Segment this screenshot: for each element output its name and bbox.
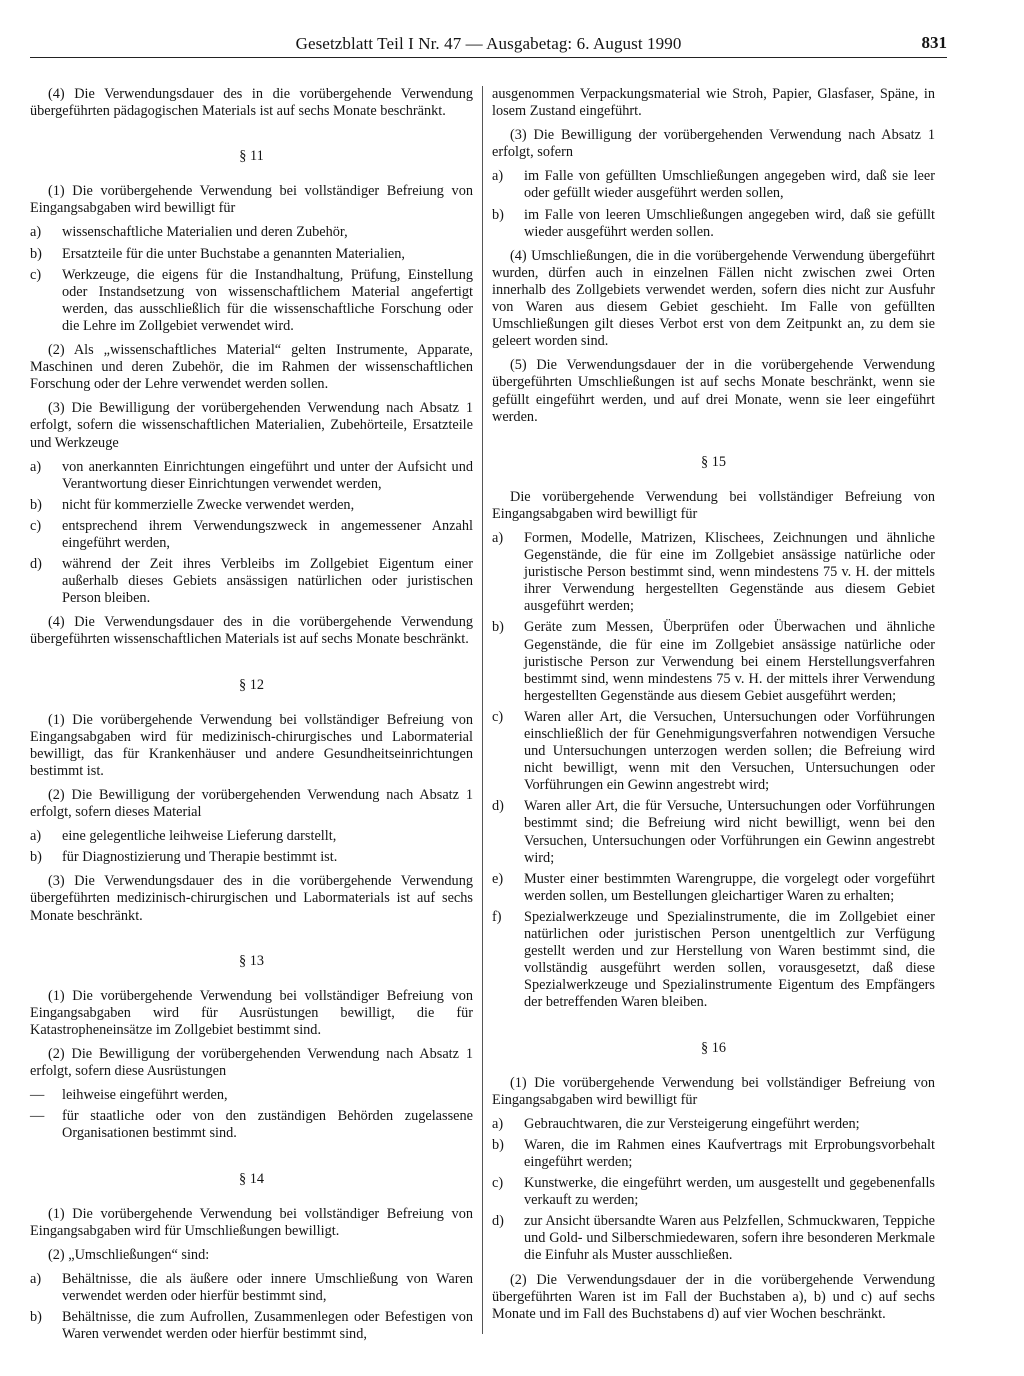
list-item <box>492 1137 935 1171</box>
item-label: f) <box>492 908 502 925</box>
list-s15 <box>492 530 935 1012</box>
list-s16 <box>492 1116 935 1265</box>
list-item <box>30 1087 473 1104</box>
item-label: b) <box>492 619 504 636</box>
item-label: b) <box>30 496 42 513</box>
list-s14-3 <box>492 168 935 240</box>
list-item <box>30 828 473 845</box>
page-number: 831 <box>921 33 947 52</box>
paragraph-s11-2: (2) Als „wissenschaftliches Material“ gelten Instrumente, Apparate, Maschinen und deren Zubehör, die im Rahmen der wissenschaftlichen Forschung oder der Lehre verwendet werden sollen. <box>30 342 473 393</box>
item-label: — <box>30 1087 45 1104</box>
item-text: Gebrauchtwaren, die zur Versteigerung eingeführt werden; <box>524 1115 860 1132</box>
item-label: a) <box>30 458 42 475</box>
paragraph-s15-1: Die vorübergehende Verwendung bei vollständiger Befreiung von Eingangsabgaben wird bewilligt für <box>492 488 935 522</box>
paragraph-s12-1: (1) Die vorübergehende Verwendung bei vollständiger Befreiung von Eingangsabgaben wird für medizinisch-chirurgisches und Labormaterial bewilligt, das für Krankenhäuser und andere Gesundheitseinrichtungen bestimmt ist. <box>30 711 473 779</box>
item-label: a) <box>492 1115 504 1132</box>
item-label: b) <box>492 206 504 223</box>
item-text: Ersatzteile für die unter Buchstabe a genannten Materialien, <box>62 245 405 262</box>
item-label: d) <box>492 798 504 815</box>
section-heading-s16: § 16 <box>700 1039 727 1056</box>
list-item <box>30 518 473 552</box>
item-label: a) <box>30 224 42 241</box>
item-text: im Falle von gefüllten Umschließungen angegeben wird, daß sie leer oder gefüllt wieder ausgeführt werden sollen, <box>524 168 935 202</box>
list-item <box>30 1271 473 1305</box>
section-heading-s15: § 15 <box>700 453 727 470</box>
paragraph-s13-2: (2) Die Bewilligung der vorübergehenden Verwendung nach Absatz 1 erfolgt, sofern diese Ausrüstungen <box>30 1046 473 1080</box>
column-divider <box>482 86 483 1334</box>
list-item <box>30 246 473 263</box>
paragraph-s16-1: (1) Die vorübergehende Verwendung bei vollständiger Befreiung von Eingangsabgaben wird bewilligt für <box>492 1074 935 1108</box>
list-item <box>492 1116 935 1133</box>
paragraph-s10-4: (4) Die Verwendungsdauer des in die vorübergehende Verwendung übergeführten pädagogischen Materials ist auf sechs Monate beschränkt. <box>30 86 473 120</box>
list-item <box>30 1108 473 1142</box>
item-label: c) <box>492 1175 504 1192</box>
paragraph-s12-2: (2) Die Bewilligung der vorübergehenden Verwendung nach Absatz 1 erfolgt, sofern dieses Material <box>30 787 473 821</box>
list-item <box>492 619 935 704</box>
item-text: eine gelegentliche leihweise Lieferung darstellt, <box>62 828 337 845</box>
item-label: a) <box>492 529 504 546</box>
paragraph-s14-3: (3) Die Bewilligung der vorübergehenden Verwendung nach Absatz 1 erfolgt, sofern <box>492 127 935 161</box>
item-label: b) <box>492 1136 504 1153</box>
page-header <box>30 30 947 58</box>
item-label: d) <box>30 556 42 573</box>
list-item <box>30 1309 473 1343</box>
list-item <box>492 909 935 1012</box>
list-item <box>30 267 473 335</box>
list-s13-2 <box>30 1087 473 1142</box>
item-text: nicht für kommerzielle Zwecke verwendet werden, <box>62 496 355 513</box>
paragraph-s14-2: (2) „Umschließungen“ sind: <box>48 1246 210 1263</box>
item-label: a) <box>492 168 504 185</box>
list-item <box>492 1175 935 1209</box>
item-text: entsprechend ihrem Verwendungszweck in angemessener Anzahl eingeführt werden, <box>62 517 473 551</box>
item-text: Formen, Modelle, Matrizen, Klischees, Zeichnungen und ähnliche Gegenstände, die für eine im Zollgebiet ansässige natürliche oder juristische Person bestimmt sind, wenn mindestens 75 v. H. der mittels ihrer Verwendung hergestellten Gegenstände aus diesem Gebiet ausgeführt werden; <box>524 529 935 615</box>
item-text: leihweise eingeführt werden, <box>62 1087 228 1104</box>
list-item <box>492 798 935 866</box>
paragraph-s13-1: (1) Die vorübergehende Verwendung bei vollständiger Befreiung von Eingangsabgaben wird für Ausrüstungen bewilligt, die für Katastropheneinsätze im Zollgebiet bestimmt sind. <box>30 987 473 1038</box>
section-heading-s14: § 14 <box>238 1170 265 1187</box>
paragraph-s16-2: (2) Die Verwendungsdauer der in die vorübergehende Verwendung übergeführten Waren ist im Fall der Buchstaben a), b) und c) auf sechs Monate und im Fall des Buchstabens d) auf vier Wochen beschränkt. <box>492 1271 935 1322</box>
item-text: für Diagnostizierung und Therapie bestimmt ist. <box>62 849 338 866</box>
list-item <box>30 849 473 866</box>
item-label: b) <box>30 245 42 262</box>
section-heading-s11: § 11 <box>239 148 264 165</box>
item-label: c) <box>30 517 42 534</box>
list-item <box>492 709 935 794</box>
item-label: d) <box>492 1213 504 1230</box>
list-item <box>492 207 935 241</box>
list-s12-2 <box>30 828 473 866</box>
paragraph-s11-3: (3) Die Bewilligung der vorübergehenden Verwendung nach Absatz 1 erfolgt, sofern die wissenschaftlichen Materialien, Zubehörteile, Ersatzteile und Werkzeuge <box>30 400 473 451</box>
item-text: für staatliche oder von den zuständigen Behörden zugelassene Organisationen bestimmt sind. <box>62 1108 473 1142</box>
paragraph-s14-4: (4) Umschließungen, die in die vorübergehende Verwendung übergeführt wurden, dürfen auch in einzelnen Fällen nicht zwischen zwei Orten innerhalb des Zollgebiets verwendet werden, sofern dies nicht zur Ausfuhr von Waren aus diesem Gebiet geschieht. Im Falle von gefüllten Umschließungen gilt dieses Verbot erst von dem Zeitpunkt an, zu dem sie geleert worden sind. <box>492 247 935 350</box>
list-s14-2 <box>30 1271 473 1343</box>
item-text: im Falle von leeren Umschließungen angegeben wird, daß sie gefüllt wieder ausgeführt werden sollen. <box>524 206 935 240</box>
item-label: b) <box>30 1309 42 1326</box>
item-text: von anerkannten Einrichtungen eingeführt und unter der Aufsicht und Verantwortung dieser Einrichtungen verwendet werden, <box>62 458 473 492</box>
section-heading-s13: § 13 <box>238 952 265 969</box>
item-text: Behältnisse, die zum Aufrollen, Zusammenlegen oder Befestigen von Waren verwendet werden oder hierfür bestimmt sind, <box>62 1309 473 1343</box>
item-text: Waren aller Art, die für Versuche, Untersuchungen oder Vorführungen bestimmt sind; die Befreiung wird nicht bewilligt, wenn bei den Versuchen, Untersuchungen oder Vorführungen ein Gewinn angestrebt wird; <box>524 798 935 866</box>
item-label: c) <box>492 708 504 725</box>
header-title: Gesetzblatt Teil I Nr. 47 — Ausgabetag: 6. August 1990 <box>295 34 682 53</box>
section-heading-s12: § 12 <box>238 676 265 693</box>
item-text: wissenschaftliche Materialien und deren Zubehör, <box>62 224 348 241</box>
paragraph-s14-continued: ausgenommen Verpackungsmaterial wie Stroh, Papier, Glasfaser, Späne, in losem Zustand eingeführt. <box>492 86 935 120</box>
list-item <box>30 556 473 607</box>
paragraph-s11-1: (1) Die vorübergehende Verwendung bei vollständiger Befreiung von Eingangsabgaben wird bewilligt für <box>30 183 473 217</box>
item-label: e) <box>492 870 504 887</box>
list-s11-3 <box>30 459 473 608</box>
item-text: Waren aller Art, die Versuchen, Untersuchungen oder Vorführungen einschließlich der für Genehmigungsverfahren notwendigen Versuche und Untersuchungen unterzogen werden sollen; die Befreiung wird nicht bewilligt, wenn mit den Versuchen, Untersuchungen oder Vorführungen ein Gewinn angestrebt wird; <box>524 708 935 794</box>
item-label: — <box>30 1108 45 1125</box>
item-label: b) <box>30 849 42 866</box>
left-column <box>30 86 473 1350</box>
list-item <box>492 530 935 615</box>
list-s11-1 <box>30 224 473 335</box>
list-item <box>30 497 473 514</box>
list-item <box>30 459 473 493</box>
item-text: Kunstwerke, die eingeführt werden, um ausgestellt und gegebenenfalls verkauft zu werden; <box>524 1175 935 1209</box>
paragraph-s14-1: (1) Die vorübergehende Verwendung bei vollständiger Befreiung von Eingangsabgaben wird für Umschließungen bewilligt. <box>30 1205 473 1239</box>
list-item <box>492 1213 935 1264</box>
item-text: zur Ansicht übersandte Waren aus Pelzfellen, Schmuckwaren, Teppiche und Gold- und Silberschmiedewaren, sofern ihre besonderen Merkmale die Einfuhr als Muster ausschließen. <box>524 1213 935 1264</box>
item-text: Muster einer bestimmten Warengruppe, die vorgelegt oder vorgeführt werden sollen, um Bestellungen gleichartiger Waren zu erhalten; <box>524 870 935 904</box>
paragraph-s14-5: (5) Die Verwendungsdauer der in die vorübergehende Verwendung übergeführten Umschließungen ist auf sechs Monate beschränkt, wenn sie gefüllt eingeführt werden, und auf drei Monate, wenn sie leer eingeführt werden. <box>492 357 935 425</box>
item-label: c) <box>30 266 42 283</box>
item-text: während der Zeit ihres Verbleibs im Zollgebiet Eigentum einer außerhalb dieses Gebiets ansässigen natürlichen oder juristischen Person bleiben. <box>62 556 473 607</box>
paragraph-s12-3: (3) Die Verwendungsdauer des in die vorübergehende Verwendung übergeführten medizinisch-chirurgischen und Labormaterials ist auf sechs Monate beschränkt. <box>30 873 473 924</box>
right-column <box>492 86 935 1330</box>
list-item <box>492 168 935 202</box>
item-text: Spezialwerkzeuge und Spezialinstrumente, die im Zollgebiet einer natürlichen oder juristischen Person unentgeltlich zur Verfügung gestellt werden und zur Herstellung von Waren bestimmt sind, die vollständig ausgeführt werden sollen, vorausgesetzt, daß diese Spezialwerkzeuge und Spezialinstrumente Eigentum des Empfängers der betreffenden Waren bleiben. <box>524 908 935 1011</box>
item-text: Geräte zum Messen, Überprüfen oder Überwachen und ähnliche Gegenstände, die für eine im Zollgebiet ansässige natürliche oder juristische Person zur Verwendung bei einem Herstellungsverfahren bestimmt sind, wenn mindestens 75 v. H. der mittels ihrer Verwendung hergestellten Gegenstände aus diesem Gebiet ausgeführt werden; <box>524 619 935 704</box>
item-text: Behältnisse, die als äußere oder innere Umschließung von Waren verwendet werden oder hierfür bestimmt sind, <box>62 1270 473 1304</box>
item-text: Waren, die im Rahmen eines Kaufvertrags mit Erprobungsvorbehalt eingeführt werden; <box>524 1136 935 1170</box>
paragraph-s11-4: (4) Die Verwendungsdauer des in die vorübergehende Verwendung übergeführten wissenschaftlichen Materials ist auf sechs Monate beschränkt. <box>30 614 473 648</box>
item-text: Werkzeuge, die eigens für die Instandhaltung, Prüfung, Einstellung oder Instandsetzung von wissenschaftlichem Material angefertigt werden, das ausschließlich für die wissenschaftliche Forschung oder die Lehre im Zollgebiet verwendet wird. <box>62 266 473 334</box>
list-item <box>30 224 473 241</box>
item-label: a) <box>30 828 42 845</box>
list-item <box>492 871 935 905</box>
item-label: a) <box>30 1270 42 1287</box>
